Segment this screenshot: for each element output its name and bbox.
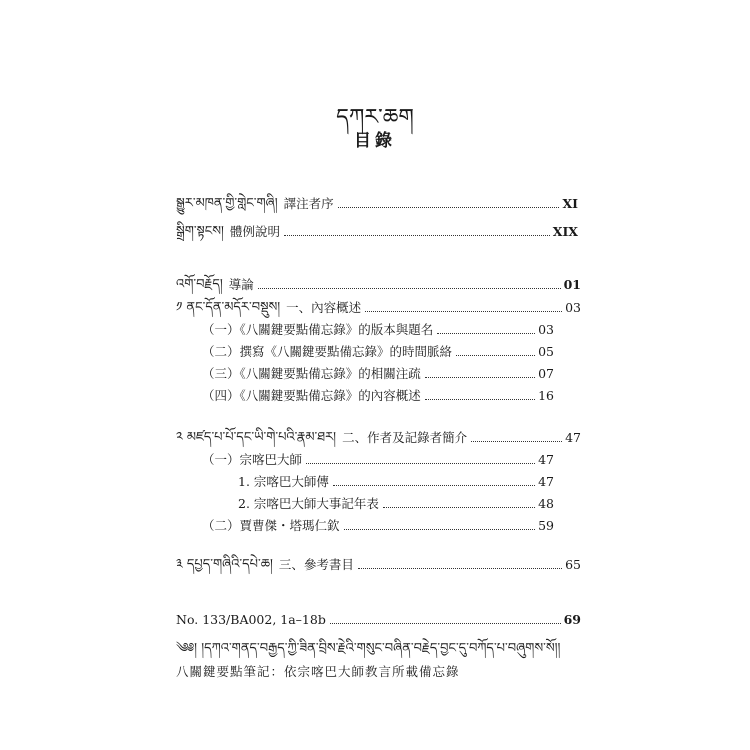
toc-page-number: 65: [565, 557, 581, 572]
toc-tibetan-label: ༢ མཛད་པ་པོ་དང་ཡི་གེ་པའི་རྣམ་ཐར།: [176, 430, 337, 445]
toc-chinese-label: 譯注者序: [283, 196, 334, 211]
dot-leader: [338, 207, 560, 208]
toc-entry-tsongkhapa-chronology[interactable]: [238, 492, 554, 512]
dot-leader: [344, 529, 536, 530]
dot-leader: [425, 377, 535, 378]
toc-chinese-label: 體例說明: [229, 224, 280, 239]
toc-chinese-label: （二）賈曹傑・塔瑪仁欽: [202, 518, 340, 533]
dot-leader: [471, 441, 562, 442]
toc-page-number: 69: [563, 612, 581, 627]
toc-chinese-label: 二、作者及記錄者簡介: [342, 430, 468, 445]
toc-chinese-label: 1. 宗喀巴大師傳: [238, 474, 329, 489]
toc-text-label: No. 133/BA002, 1a–18b: [176, 612, 326, 627]
toc-entry-author-recorder[interactable]: [176, 426, 581, 446]
toc-chinese-label: （一）宗喀巴大師: [202, 452, 303, 467]
toc-entry-commentaries[interactable]: [202, 362, 554, 382]
toc-page-number: 01: [563, 277, 581, 292]
toc-entry-conventions[interactable]: [176, 220, 578, 240]
toc-tibetan-label: ༣ དཔྱད་གཞིའི་དཔེ་ཆ།: [176, 557, 273, 572]
text-title-tibetan: ༄༅། །དཀའ་གནད་བརྒྱད་ཀྱི་ཟིན་བྲིས་རྗེའི་གསུང་བཞིན་བརྗེད་བྱང་དུ་བཀོད་པ་བཞུགས་སོ།།: [176, 641, 561, 656]
toc-chinese-label: （二）撰寫《八關鍵要點備忘錄》的時間脈絡: [202, 344, 453, 359]
toc-chinese-label: 三、參考書目: [278, 557, 354, 572]
toc-entry-tsongkhapa-biography[interactable]: [238, 470, 554, 490]
toc-page-number: XI: [562, 196, 578, 211]
toc-tibetan-label: ༡ ནང་དོན་མདོར་བསྡུས།: [176, 300, 281, 315]
toc-chinese-label: （四）《八關鍵要點備忘錄》的內容概述: [202, 388, 421, 403]
title-chinese: 目錄: [354, 131, 396, 151]
toc-tibetan-label: སྒྲིག་སྟངས།: [176, 224, 224, 239]
text-title-chinese: 八關鍵要點筆記：依宗喀巴大師教言所載備忘錄: [176, 664, 460, 679]
toc-entry-historical-context[interactable]: [202, 340, 554, 360]
toc-chinese-label: 導論: [228, 277, 254, 292]
dot-leader: [358, 568, 562, 569]
toc-entry-editions-titles[interactable]: [202, 318, 554, 338]
dot-leader: [258, 288, 561, 289]
toc-entry-bibliography[interactable]: [176, 553, 581, 573]
toc-page-number: 59: [538, 518, 554, 533]
toc-page-number: 47: [565, 430, 581, 445]
dot-leader: [306, 463, 535, 464]
title-tibetan: དཀར་ཆག: [336, 105, 414, 130]
toc-page-number: 07: [538, 366, 554, 381]
dot-leader: [330, 623, 561, 624]
toc-entry-translator-preface[interactable]: [176, 192, 578, 212]
toc-page-number: XIX: [552, 224, 578, 239]
toc-entry-content-summary[interactable]: [202, 384, 554, 404]
toc-entry-content-overview[interactable]: [176, 296, 581, 316]
toc-chinese-label: （一）《八關鍵要點備忘錄》的版本與題名: [202, 322, 434, 337]
toc-chinese-label: 一、內容概述: [286, 300, 362, 315]
toc-chinese-label: 2. 宗喀巴大師大事記年表: [238, 496, 379, 511]
toc-entry-gyaltsab-je[interactable]: [202, 514, 554, 534]
toc-page-number: 03: [565, 300, 581, 315]
toc-page-number: 47: [538, 452, 554, 467]
toc-tibetan-label: སྒྱུར་མཁན་གྱི་གླེང་གཞི།: [176, 196, 278, 211]
toc-page-number: 47: [538, 474, 554, 489]
toc-entry-introduction[interactable]: [176, 273, 581, 293]
dot-leader: [437, 333, 535, 334]
toc-chinese-label: （三）《八關鍵要點備忘錄》的相關注疏: [202, 366, 421, 381]
dot-leader: [456, 355, 535, 356]
toc-page-number: 16: [538, 388, 554, 403]
toc-entry-tsongkhapa[interactable]: [202, 448, 554, 468]
dot-leader: [284, 235, 550, 236]
dot-leader: [383, 507, 535, 508]
toc-tibetan-label: འགོ་བརྗོད།: [176, 277, 223, 292]
toc-page-number: 05: [538, 344, 554, 359]
toc-entry-text-edition[interactable]: [176, 608, 581, 628]
dot-leader: [365, 311, 562, 312]
dot-leader: [425, 399, 535, 400]
toc-page-number: 48: [538, 496, 554, 511]
toc-page-number: 03: [538, 322, 554, 337]
dot-leader: [333, 485, 535, 486]
